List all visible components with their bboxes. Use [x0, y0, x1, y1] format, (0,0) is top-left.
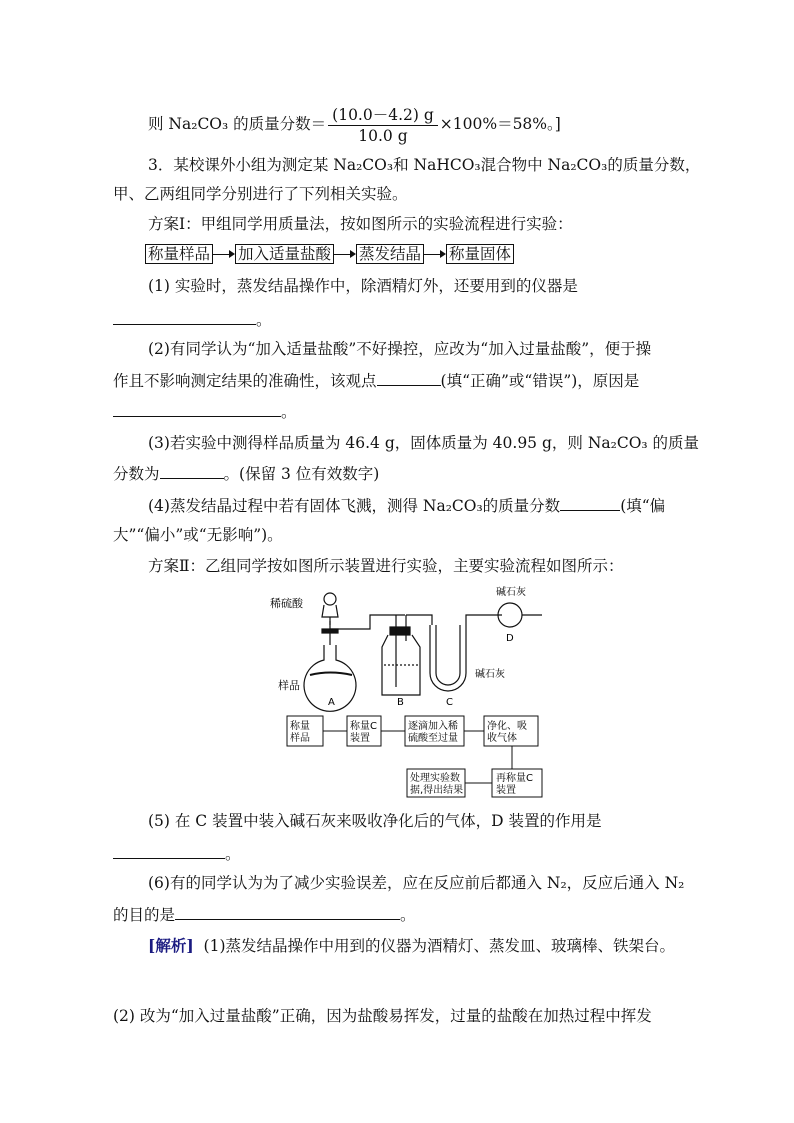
apparatus-figure [270, 585, 794, 805]
flow-step-2: 加入适量盐酸 [235, 244, 334, 264]
label-d: D [506, 633, 514, 644]
flow-box-6-line1: 处理实验数 [410, 773, 460, 784]
answer-blank-6[interactable] [113, 842, 225, 859]
soda-lime-c-label: 碱石灰 [475, 669, 505, 680]
flow-box-6-line2: 据,得出结果 [410, 785, 464, 796]
q-part-2c-end: 。 [281, 403, 297, 421]
formula-denominator: 10.0 g [358, 126, 408, 145]
flask-a [304, 593, 405, 711]
acid-label: 稀硫酸 [270, 597, 303, 610]
flow-box-4-line1: 净化、吸 [487, 721, 527, 732]
flow-box-1-line2: 样品 [290, 733, 310, 744]
flow-box-5-line1: 再称量C [496, 773, 533, 784]
q-part-6b [113, 903, 416, 926]
q3-intro-1: 3．某校课外小组为测定某 Na₂CO₃和 NaHCO₃混合物中 Na₂CO₃的质量分数， [148, 156, 701, 174]
q-part-2a: (2)有同学认为“加入适量盐酸”不好操控，应改为“加入过量盐酸”，便于操 [148, 340, 652, 358]
q-part-1-end: 。 [256, 311, 272, 329]
q-part-4a-pre: (4)蒸发结晶过程中若有固体飞溅，测得 Na₂CO₃的质量分数 [148, 497, 561, 515]
answer-blank-2[interactable] [377, 369, 441, 386]
formula-line [148, 104, 561, 145]
analysis-line-2: (2) 改为“加入过量盐酸”正确，因为盐酸易挥发，过量的盐酸在加热过程中挥发 [113, 1007, 652, 1025]
answer-blank-3[interactable] [113, 400, 281, 417]
label-b: B [397, 697, 404, 708]
arrow-icon [424, 249, 446, 259]
q-part-5a: (5) 在 C 装置中装入碱石灰来吸收净化后的气体，D 装置的作用是 [148, 812, 602, 830]
label-c: C [446, 697, 453, 708]
flow-box-3-line1: 逐滴加入稀 [408, 721, 458, 732]
q-part-2b-post: (填“正确”或“错误”)，原因是 [440, 372, 640, 390]
analysis-text-1: (1)蒸发结晶操作中用到的仪器为酒精灯、蒸发皿、玻璃棒、铁架台。 [203, 937, 675, 955]
q-part-6a: (6)有的同学认为为了减少实验误差，应在反应前后都通入 N₂，反应后通入 N₂ [148, 874, 685, 892]
formula-numerator: (10.0－4.2) g [328, 106, 438, 126]
formula-suffix: ×100%＝58%。] [439, 115, 561, 133]
flow-box-2-line1: 称量C [350, 721, 377, 732]
q3-intro-2: 甲、乙两组同学分别进行了下列相关实验。 [113, 185, 408, 203]
flow-box-1-line1: 称量 [290, 721, 310, 732]
q-part-2b-pre: 作且不影响测定结果的准确性，该观点 [113, 372, 377, 390]
flow-box-5-line2: 装置 [496, 785, 516, 796]
flow-box-2-line2: 装置 [350, 733, 370, 744]
answer-blank-1[interactable] [113, 308, 256, 325]
answer-blank-7[interactable] [175, 903, 400, 920]
q-part-4a-post: (填“偏 [620, 497, 666, 515]
q-part-5b [113, 842, 241, 865]
arrow-icon [334, 249, 356, 259]
q-part-1a: (1) 实验时，蒸发结晶操作中，除酒精灯外，还要用到的仪器是 [148, 277, 578, 295]
soda-lime-top-label: 碱石灰 [496, 587, 526, 598]
q-part-2c [113, 400, 297, 423]
plan-ii: 方案Ⅱ：乙组同学按如图所示装置进行实验，主要实验流程如图所示： [148, 557, 624, 575]
bottle-b [382, 615, 432, 695]
q-part-3b-post: 。(保留 3 位有效数字) [223, 465, 380, 483]
plan-i: 方案Ⅰ：甲组同学用质量法，按如图所示的实验流程进行实验： [148, 215, 573, 233]
flow-step-1: 称量样品 [145, 244, 213, 264]
flow-step-4: 称量固体 [446, 244, 514, 264]
arrow-icon [213, 249, 235, 259]
q-part-3b [113, 462, 379, 485]
formula-prefix: 则 Na₂CO₃ 的质量分数＝ [148, 115, 327, 133]
q-part-3b-pre: 分数为 [113, 465, 160, 483]
flow-box-3-line2: 硫酸至过量 [408, 733, 458, 744]
label-a: A [328, 697, 335, 708]
flow-step-3: 蒸发结晶 [356, 244, 424, 264]
tube-d [485, 603, 542, 627]
q-part-5-end: 。 [225, 845, 241, 863]
sample-label: 样品 [278, 679, 300, 692]
formula-fraction [328, 106, 438, 145]
q-part-4a [148, 494, 665, 517]
plan-i-flow [145, 243, 514, 265]
answer-blank-4[interactable] [160, 462, 224, 479]
flow-box-4-line2: 收气体 [487, 733, 517, 744]
q-part-2b [113, 369, 639, 392]
analysis-tag: [解析] [148, 936, 194, 955]
q-part-6b-pre: 的目的是 [113, 906, 176, 924]
q-part-4b: 大”“偏小”或“无影响”)。 [113, 526, 283, 544]
q-part-1b [113, 308, 272, 331]
answer-blank-5[interactable] [560, 494, 620, 511]
analysis-line-1 [148, 935, 675, 957]
q-part-3a: (3)若实验中测得样品质量为 46.4 g，固体质量为 40.95 g，则 Na₂CO₃ 的质量 [148, 434, 700, 452]
q-part-6b-post: 。 [400, 906, 416, 924]
